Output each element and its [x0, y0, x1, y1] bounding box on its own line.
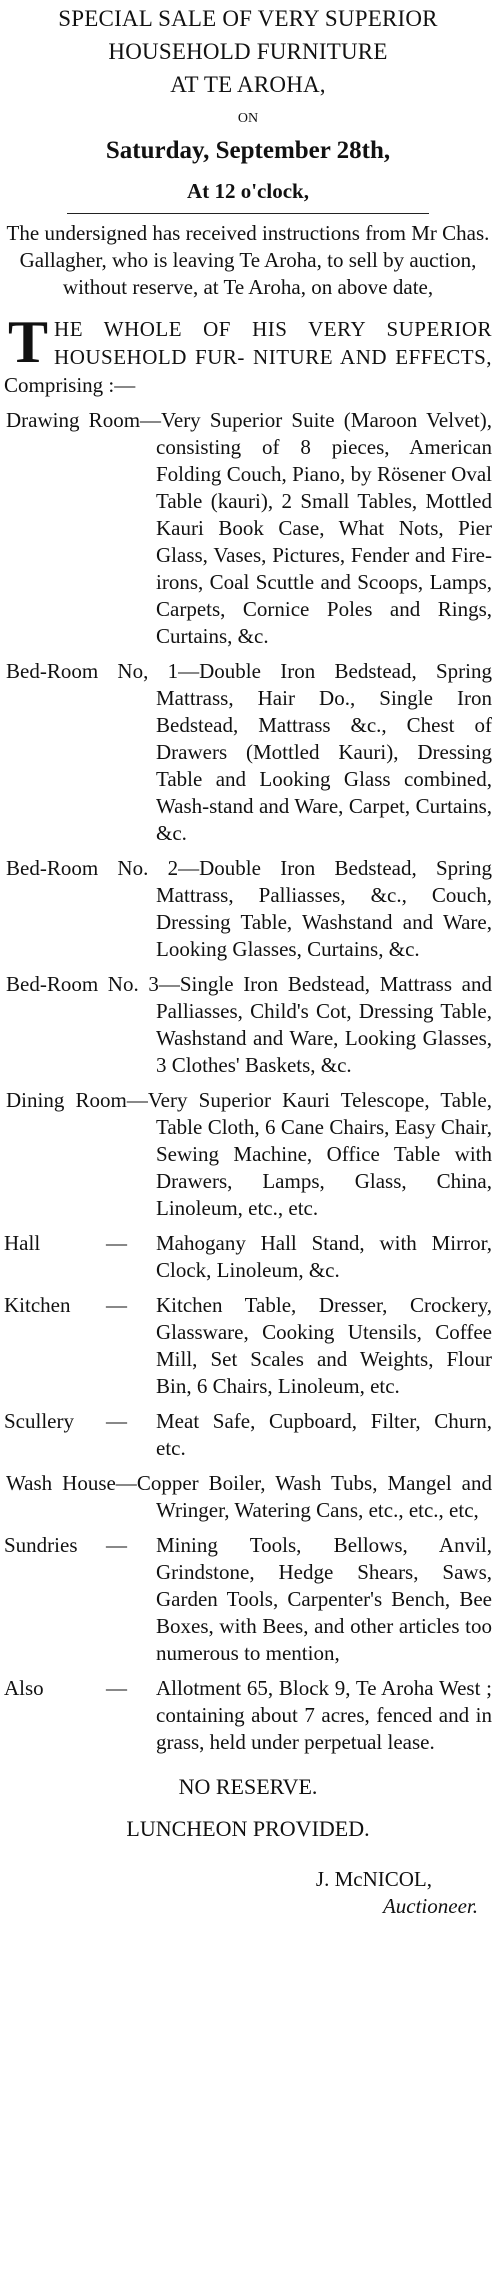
room-label: Sundries: [4, 1533, 78, 1557]
room-items: Kitchen Table, Dresser, Crockery, Glassware, Cooking Utensils, Coffee Mill, Set Scales and Weights, Flour Bin, 6 Chairs, Linoleum, etc.: [156, 1293, 492, 1398]
headline-line-1: SPECIAL SALE OF VERY SUPERIOR: [58, 6, 438, 31]
room-label: Scullery: [4, 1409, 74, 1433]
room-label: Dining Room—: [6, 1088, 148, 1112]
list-item: [4, 1532, 492, 1667]
room-label: Bed-Room No. 3—: [6, 972, 180, 996]
room-items: Allotment 65, Block 9, Te Aroha West ; containing about 7 acres, fenced and in grass, held under perpetual lease.: [156, 1676, 492, 1754]
list-item: [4, 1292, 492, 1400]
room-items: Mining Tools, Bellows, Anvil, Grindstone, Hedge Shears, Saws, Garden Tools, Carpenter's Bench, Bee Boxes, with Bees, and other articles too numerous to mention,: [156, 1533, 492, 1665]
room-label: Wash House—: [6, 1471, 137, 1495]
list-item: [4, 1230, 492, 1284]
room-dash: —: [106, 1533, 127, 1557]
on-word: ON: [237, 111, 259, 126]
list-item: [4, 1675, 492, 1756]
divider: [67, 213, 428, 214]
room-label: Also: [4, 1676, 44, 1700]
list-item: [4, 1087, 492, 1222]
room-label: Drawing Room—: [6, 408, 162, 432]
list-item: [4, 971, 492, 1079]
room-dash: —: [106, 1676, 127, 1700]
auctioneer-name: J. McNICOL,: [315, 1867, 432, 1891]
list-item: [4, 1408, 492, 1462]
room-items: Copper Boiler, Wash Tubs, Mangel and Wringer, Watering Cans, etc., etc., etc,: [136, 1471, 492, 1522]
list-item: [4, 658, 492, 847]
room-items: Double Iron Bedstead, Spring Mattrass, Palliasses, &c., Couch, Dressing Table, Washstand and Ware, Looking Glasses, Curtains, &c.: [156, 856, 493, 961]
list-item: [4, 407, 492, 650]
lead-caps-text: HE WHOLE OF HIS VERY SUPERIOR HOUSEHOLD FUR- NITURE AND EFFECTS,: [54, 317, 492, 369]
room-label: Kitchen: [4, 1293, 71, 1317]
room-items: Single Iron Bedstead, Mattrass and Palliasses, Child's Cot, Dressing Table, Washstand and Ware, Looking Glasses, 3 Clothes' Baskets, &c.: [156, 972, 492, 1077]
room-label: Bed-Room No. 2—: [6, 856, 200, 880]
list-item: [4, 1470, 492, 1524]
lead-rest-text: Comprising :—: [4, 373, 136, 397]
room-items: Very Superior Kauri Telescope, Table, Table Cloth, 6 Cane Chairs, Easy Chair, Sewing Machine, Office Table with Drawers, Lamps, Glass, China, Linoleum, etc., etc.: [147, 1088, 492, 1220]
room-items: Meat Safe, Cupboard, Filter, Churn, etc.: [156, 1409, 492, 1460]
drop-cap: T: [8, 309, 49, 375]
list-item: [4, 855, 492, 963]
room-items: Very Superior Suite (Maroon Velvet), consisting of 8 pieces, American Folding Couch, Piano, by Rösener Oval Table (kauri), 2 Small Tables, Mottled Kauri Book Case, What Nots, Pier Glass, Vases, Pictures, Fender and Fire-irons, Coal Scuttle and Scoops, Lamps, Carpets, Cornice Poles and Rings, Curtains, &c.: [156, 408, 492, 648]
room-items: Double Iron Bedstead, Spring Mattrass, Hair Do., Single Iron Bedstead, Mattrass &c., Chest of Drawers (Mottled Kauri), Dressing Table and Looking Glass combined, Wash-stand and Ware, Carpet, Curtains, &c.: [156, 659, 493, 845]
inventory-list: [4, 407, 492, 1756]
room-dash: —: [106, 1231, 127, 1255]
room-dash: —: [106, 1409, 127, 1433]
headline-line-3: AT TE AROHA,: [170, 72, 326, 97]
room-dash: —: [106, 1293, 127, 1317]
intro-paragraph: The undersigned has received instructions from Mr Chas. Gallagher, who is leaving Te Aroha, to sell by auction, without reserve, at Te Aroha, on above date,: [6, 221, 490, 299]
no-reserve-notice: NO RESERVE.: [178, 1774, 318, 1799]
room-label: Hall: [4, 1231, 41, 1255]
sale-time: At 12 o'clock,: [187, 179, 309, 203]
header: [4, 2, 492, 207]
lead-paragraph: [4, 309, 492, 399]
room-label: Bed-Room No, 1—: [6, 659, 200, 683]
headline-line-2: HOUSEHOLD FURNITURE: [108, 39, 388, 64]
luncheon-notice: LUNCHEON PROVIDED.: [126, 1816, 370, 1841]
room-items: Mahogany Hall Stand, with Mirror, Clock, Linoleum, &c.: [156, 1231, 492, 1282]
sale-date: Saturday, September 28th,: [105, 137, 391, 164]
auctioneer-title: Auctioneer.: [382, 1894, 478, 1918]
